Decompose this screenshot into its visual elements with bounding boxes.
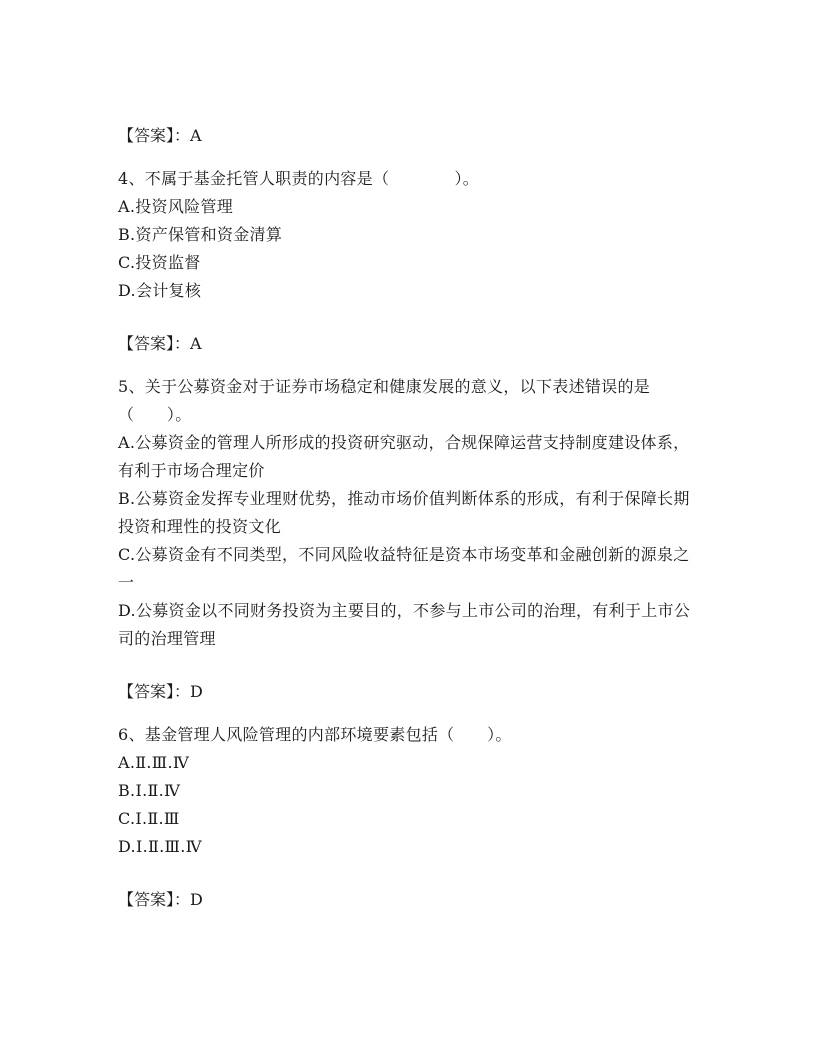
answer-line-4: 【答案】：A	[118, 334, 202, 353]
question-5-option-c: C.公募资金有不同类型，不同风险收益特征是资本市场变革和金融创新的源泉之一	[118, 545, 690, 592]
question-6-option-b: B.Ⅰ.Ⅱ.Ⅳ	[118, 781, 181, 800]
question-4-option-d: D.会计复核	[118, 281, 202, 300]
question-6-option-a: A.Ⅱ.Ⅲ.Ⅳ	[118, 753, 190, 772]
answer-line-5: 【答案】：D	[118, 682, 203, 701]
question-6	[118, 721, 698, 861]
question-4	[118, 165, 698, 305]
question-4-option-b: B.资产保管和资金清算	[118, 225, 283, 244]
question-6-option-c: C.Ⅰ.Ⅱ.Ⅲ	[118, 809, 180, 828]
answer-line-3: 【答案】：A	[118, 126, 202, 145]
document-content	[118, 122, 698, 914]
question-4-option-c: C.投资监督	[118, 253, 201, 272]
question-4-option-a: A.投资风险管理	[118, 197, 234, 216]
question-5-option-a: A.公募资金的管理人所形成的投资研究驱动，合规保障运营支持制度建设体系，有利于市场合理定价	[118, 433, 690, 480]
question-5-option-d: D.公募资金以不同财务投资为主要目的，不参与上市公司的治理，有利于上市公司的治理管理	[118, 601, 691, 648]
question-5-stem: 5、关于公募资金对于证券市场稳定和健康发展的意义，以下表述错误的是（ ）。	[118, 377, 651, 424]
question-5	[118, 373, 698, 653]
answer-line-6: 【答案】：D	[118, 890, 203, 909]
question-6-stem: 6、基金管理人风险管理的内部环境要素包括（ ）。	[118, 725, 512, 744]
question-6-option-d: D.Ⅰ.Ⅱ.Ⅲ.Ⅳ	[118, 837, 202, 856]
question-5-option-b: B.公募资金发挥专业理财优势，推动市场价值判断体系的形成，有利于保障长期投资和理性的投资文化	[118, 489, 690, 536]
question-4-stem: 4、不属于基金托管人职责的内容是（ ）。	[118, 169, 480, 188]
